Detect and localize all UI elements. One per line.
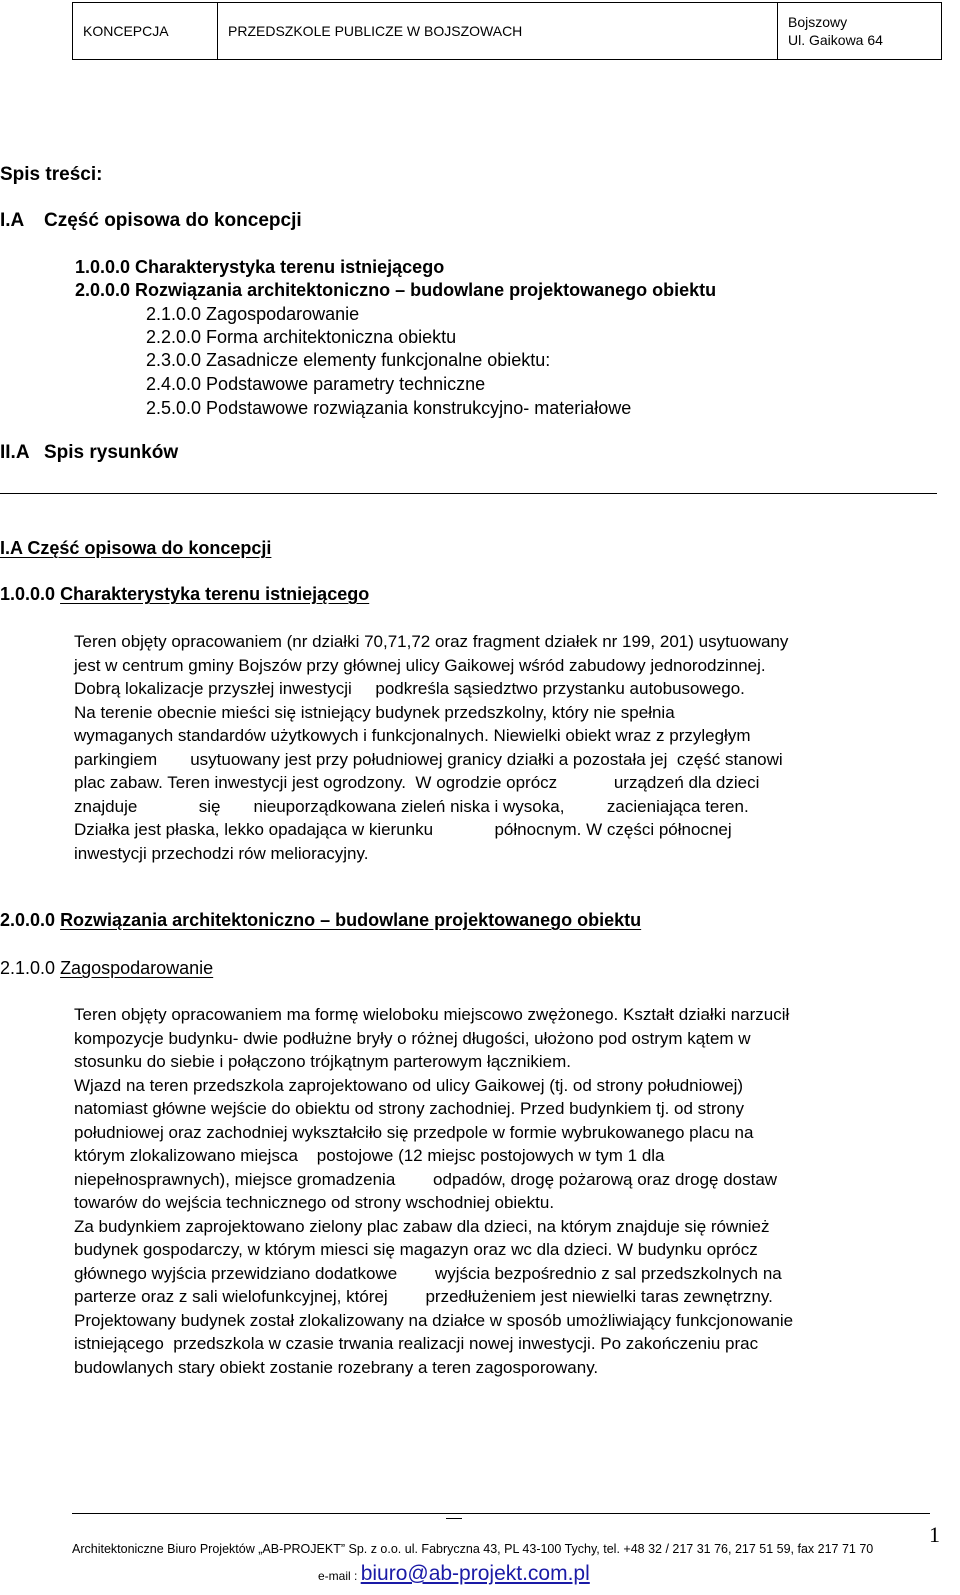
- paragraph-line: natomiast główne wejście do obiektu od strony zachodniej. Przed budynkiem tj. od strony: [74, 1099, 744, 1118]
- paragraph-line: południowej oraz zachodniej wykształciło się przedpole w formie wybrukowanego placu na: [74, 1122, 754, 1142]
- toc-item: 1.0.0.0 Charakterystyka terenu istniejącego: [75, 257, 445, 277]
- paragraph-line: plac zabaw. Teren inwestycji jest ogrodzony. W ogrodzie oprócz urządzeń dla dzieci: [74, 773, 760, 792]
- toc-part-2-number: II.A: [0, 442, 30, 463]
- paragraph-line: Na terenie obecnie mieści się istniejący budynek przedszkolny, który nie spełnia: [74, 702, 675, 722]
- paragraph-line: istniejącego przedszkola w czasie trwania realizacji nowej inwestycji. Po zakończeniu prac: [74, 1334, 759, 1353]
- page-number: 1: [929, 1522, 940, 1547]
- toc-title: Spis treści:: [0, 164, 103, 185]
- toc-part-2: [0, 442, 178, 464]
- header-street: Ul. Gaikowa 64: [788, 32, 883, 48]
- paragraph-line: budowlanych stary obiekt zostanie rozebrany a teren zagosporowany.: [74, 1357, 599, 1377]
- footer-email-label: e-mail :: [318, 1569, 361, 1583]
- paragraph-line: towarów do wejścia technicznego od strony wschodniej obiektu.: [74, 1193, 555, 1212]
- paragraph-line: Za budynkiem zaprojektowano zielony plac zabaw dla dzieci, na którym znajduje się również: [74, 1216, 770, 1236]
- paragraph-line: którym zlokalizowano miejsca postojowe (12 miejsc postojowych w tym 1 dla: [74, 1146, 665, 1165]
- paragraph-line: Wjazd na teren przedszkola zaprojektowano od ulicy Gaikowej (tj. od strony południowej): [74, 1075, 744, 1095]
- paragraph-line: wymaganych standardów użytkowych i funkcjonalnych. Niewielki obiekt wraz z przyległym: [74, 726, 751, 745]
- toc-part-1: [0, 210, 302, 232]
- paragraph-line: jest w centrum gminy Bojszów przy głównej ulicy Gaikowej wśród zabudowy jednorodzinnej.: [74, 655, 766, 675]
- footer-divider: [72, 1513, 930, 1514]
- section-2-1-title: Zagospodarowanie: [60, 958, 214, 978]
- document-header: [72, 2, 942, 60]
- section-1-title: Charakterystyka terenu istniejącego: [60, 584, 370, 604]
- paragraph-line: stosunku do siebie i połączono trójkątnym parterowym łącznikiem.: [74, 1052, 572, 1071]
- toc-subitem: 2.2.0.0 Forma architektoniczna obiektu: [146, 327, 457, 347]
- paragraph-line: kompozycje budynku- dwie podłużne bryły o różnej długości, ułożono pod ostrym kątem w: [74, 1028, 751, 1048]
- paragraph-line: niepełnosprawnych), miejsce gromadzenia odpadów, drogę pożarową oraz drogę dostaw: [74, 1169, 778, 1189]
- paragraph-line: budynek gospodarczy, w którym miesci się magazyn oraz wc dla dzieci. W budynku oprócz: [74, 1240, 758, 1259]
- paragraph-line: znajduje się nieuporządkowana zieleń niska i wysoka, zacieniająca teren.: [74, 796, 749, 816]
- section-2-heading: [0, 910, 641, 931]
- section-2-1-paragraph: [74, 1003, 944, 1379]
- paragraph-line: parkingiem usytuowany jest przy południowej granicy działki a pozostała jej część stanowi: [74, 749, 783, 769]
- footer-email: [318, 1562, 590, 1586]
- paragraph-line: inwestycji przechodzi rów melioracyjny.: [74, 843, 369, 863]
- header-city: Bojszowy: [788, 14, 848, 30]
- part-heading: I.A Część opisowa do koncepcji: [0, 538, 272, 558]
- paragraph-line: Teren objęty opracowaniem (nr działki 70,71,72 oraz fragment działek nr 199, 201) usytuowany: [74, 632, 789, 651]
- header-title: KONCEPCJA: [73, 3, 218, 59]
- header-project-name: PRZEDSZKOLE PUBLICZE W BOJSZOWACH: [218, 3, 778, 59]
- footer-email-link[interactable]: biuro@ab-projekt.com.pl: [360, 1562, 590, 1585]
- paragraph-line: Projektowany budynek został zlokalizowany na działce w sposób umożliwiający funkcjonowanie: [74, 1310, 794, 1330]
- toc-subitem: 2.3.0.0 Zasadnicze elementy funkcjonalne obiektu:: [146, 350, 551, 370]
- toc-subitem: 2.4.0.0 Podstawowe parametry techniczne: [146, 374, 486, 394]
- paragraph-line: Dobrą lokalizacje przyszłej inwestycji podkreśla sąsiedztwo przystanku autobusowego.: [74, 679, 745, 698]
- toc-subitem: 2.1.0.0 Zagospodarowanie: [146, 304, 360, 324]
- section-2-number: 2.0.0.0: [0, 910, 56, 930]
- toc-part-1-label: Część opisowa do koncepcji: [44, 210, 302, 231]
- toc-subitem: 2.5.0.0 Podstawowe rozwiązania konstrukcyjno- materiałowe: [146, 398, 632, 418]
- section-2-title: Rozwiązania architektoniczno – budowlane projektowanego obiektu: [60, 910, 642, 930]
- section-1-heading: [0, 584, 369, 605]
- section-2-1-heading: [0, 958, 213, 979]
- header-address: [778, 3, 941, 59]
- paragraph-line: parterze oraz z sali wielofunkcyjnej, której przedłużeniem jest niewielki taras zewnętrzny.: [74, 1287, 773, 1306]
- footer-company: Architektoniczne Biuro Projektów „AB-PROJEKT” Sp. z o.o. ul. Fabryczna 43, PL 43-100 Tychy, tel. +48 32 / 217 31 76, 217 51 59, fax 217 71 70: [72, 1542, 874, 1556]
- section-2-1-number: 2.1.0.0: [0, 958, 56, 978]
- section-divider: [0, 493, 937, 494]
- footer-short-line: [446, 1518, 462, 1519]
- toc-item: 2.0.0.0 Rozwiązania architektoniczno – budowlane projektowanego obiektu: [75, 280, 717, 300]
- section-1-paragraph: [74, 630, 944, 865]
- paragraph-line: Działka jest płaska, lekko opadająca w kierunku północnym. W części północnej: [74, 820, 732, 839]
- paragraph-line: Teren objęty opracowaniem ma formę wieloboku miejscowo zwężonego. Kształt działki narzucił: [74, 1005, 790, 1024]
- paragraph-line: głównego wyjścia przewidziano dodatkowe wyjścia bezpośrednio z sal przedszkolnych na: [74, 1263, 782, 1283]
- toc-part-2-label: Spis rysunków: [44, 442, 179, 463]
- toc-part-1-number: I.A: [0, 210, 25, 231]
- section-1-number: 1.0.0.0: [0, 584, 56, 604]
